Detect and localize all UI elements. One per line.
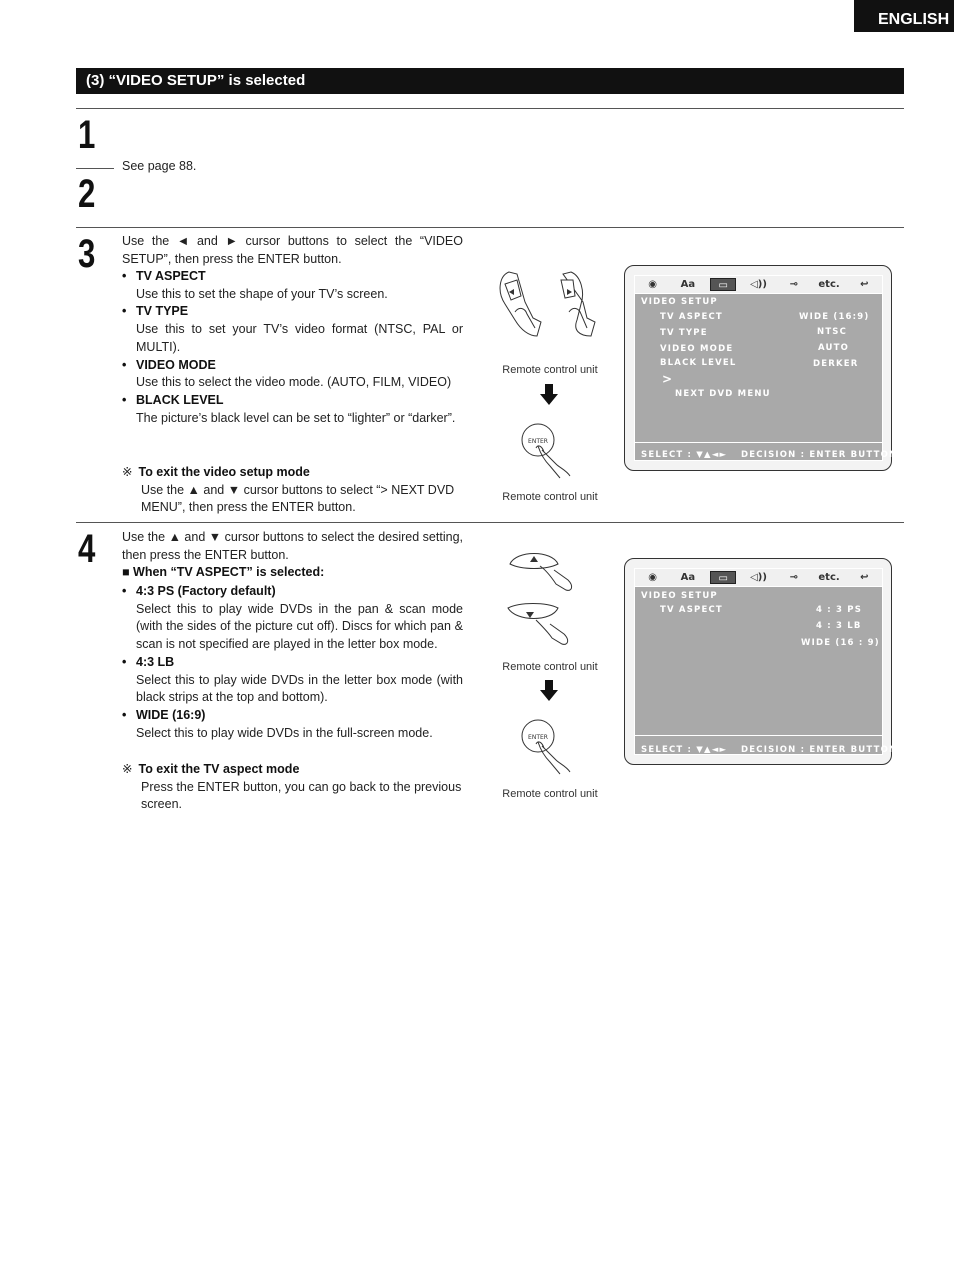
osd-display [634, 275, 898, 461]
bullet: • [122, 269, 127, 283]
caption-remote: Remote control unit [502, 491, 598, 503]
step-number-4: 4 [78, 527, 96, 571]
option-desc: Use this to select the video mode. (AUTO, FILM, VIDEO) [136, 375, 452, 390]
etc-icon: etc. [818, 572, 840, 583]
option-desc: The picture’s black level can be set to “lighter” or “darker”. [136, 410, 456, 425]
language-icon: Aa [680, 279, 696, 290]
disc-icon: ◉ [648, 572, 657, 583]
down-arrow-icon [540, 384, 558, 409]
return-icon: ↩ [860, 279, 869, 290]
note-mark: ※ [122, 465, 133, 479]
note-text: Press the ENTER button, you can go back to the previous screen. [141, 779, 462, 812]
note-title: To exit the video setup mode [138, 465, 310, 479]
osd-status-select: SELECT : ▼▲◄► [641, 450, 728, 460]
osd-cursor: > [662, 372, 674, 386]
option-item [122, 392, 463, 427]
step-number-1: 1 [78, 113, 96, 157]
option-desc: Select this to play wide DVDs in the full-screen mode. [136, 725, 433, 740]
bullet: • [122, 304, 127, 319]
option-item [122, 654, 463, 707]
osd-menu-icons [635, 569, 882, 587]
step-4-note [122, 761, 467, 814]
down-arrow-icon [540, 680, 558, 705]
osd-heading: VIDEO SETUP [641, 591, 718, 601]
return-icon: ↩ [860, 572, 869, 583]
svg-text:ENTER: ENTER [528, 734, 548, 741]
osd-next-menu: NEXT DVD MENU [675, 389, 771, 399]
osd-row-label: TV ASPECT [660, 312, 723, 322]
osd-status-decision: DECISION : ENTER BUTTON [741, 745, 898, 755]
video-icon: ▭ [710, 278, 736, 291]
step-2-text: See page 88. [122, 159, 197, 173]
osd-menu-icons [635, 276, 882, 294]
option-title: 4:3 LB [136, 654, 175, 669]
osd-status-select: SELECT : ▼▲◄► [641, 745, 728, 755]
option-title: WIDE (16:9) [136, 707, 206, 722]
enter-label-holder [516, 420, 560, 460]
speaker-icon: ◁)) [750, 572, 767, 583]
osd-display [634, 568, 898, 755]
bullet: • [122, 357, 127, 372]
divider [76, 522, 904, 523]
step-4-subhead: ■ When “TV ASPECT” is selected: [122, 565, 325, 579]
key-icon: ⊸ [789, 572, 798, 583]
step-4-options [122, 583, 463, 742]
option-item [122, 357, 463, 392]
step-number-3: 3 [78, 232, 96, 276]
divider-short [76, 168, 114, 169]
osd-status-divider [635, 735, 882, 736]
divider [76, 227, 904, 228]
bullet: • [122, 654, 127, 669]
osd-row-label: BLACK LEVEL [660, 358, 737, 368]
enter-button-hand-icon [516, 716, 576, 778]
key-icon: ⊸ [789, 279, 798, 290]
note-title: To exit the TV aspect mode [138, 762, 300, 776]
note-mark: ※ [122, 762, 133, 776]
caption-remote: Remote control unit [502, 661, 598, 673]
caption-remote: Remote control unit [502, 364, 598, 376]
divider [76, 108, 904, 109]
option-item [122, 583, 463, 654]
disc-icon: ◉ [648, 279, 657, 290]
step-number-2: 2 [78, 172, 96, 216]
option-title: TV TYPE [136, 304, 189, 319]
option-desc: Select this to play wide DVDs in the pan & scan mode (with the sides of the picture cut off). Discs for which pan & scan is not specified are played in the letter box mode. [136, 601, 463, 652]
option-desc: Use this to set your TV’s video format (NTSC, PAL or MULTI). [136, 322, 463, 354]
bullet: • [122, 392, 127, 407]
section-title: (3) “VIDEO SETUP” is selected [76, 68, 904, 94]
remote-left-right-buttons [495, 266, 605, 342]
step-3-note [122, 464, 467, 517]
option-title: 4:3 PS (Factory default) [136, 584, 276, 598]
note-text: Use the ▲ and ▼ cursor buttons to select “> NEXT DVD MENU”, then press the ENTER button. [141, 482, 455, 515]
osd-screen-video-setup [624, 265, 898, 471]
language-icon: Aa [680, 572, 696, 583]
osd-option: WIDE (16 : 9) [801, 638, 880, 648]
osd-screen-tv-aspect [624, 558, 898, 765]
caption-remote: Remote control unit [502, 788, 598, 800]
step-3-options [122, 268, 463, 427]
option-item [122, 707, 463, 742]
option-desc: Use this to set the shape of your TV’s screen. [136, 286, 388, 301]
osd-row-label: VIDEO MODE [660, 344, 734, 354]
option-desc: Select this to play wide DVDs in the letter box mode (with black strips at the top and bottom). [136, 672, 463, 705]
option-title: TV ASPECT [136, 269, 206, 283]
osd-row-value: WIDE (16:9) [799, 312, 870, 322]
etc-icon: etc. [818, 279, 840, 290]
speaker-icon: ◁)) [750, 279, 767, 290]
option-title: BLACK LEVEL [136, 392, 224, 407]
osd-heading: VIDEO SETUP [641, 297, 718, 307]
osd-option: 4 : 3 LB [816, 621, 862, 631]
remote-up-down-buttons [506, 548, 586, 650]
osd-option: 4 : 3 PS [816, 605, 863, 615]
language-tab: ENGLISH [854, 0, 954, 32]
osd-row-value: AUTO [818, 343, 850, 353]
option-item [122, 268, 463, 303]
video-icon: ▭ [710, 571, 736, 584]
osd-row-value: NTSC [817, 327, 848, 337]
step-4-intro: Use the ▲ and ▼ cursor buttons to select the desired setting, then press the ENTER button. [122, 530, 463, 562]
osd-status-decision: DECISION : ENTER BUTTON [741, 450, 898, 460]
osd-row-value: DERKER [813, 359, 859, 369]
option-title: VIDEO MODE [136, 357, 216, 372]
step-3-intro: Use the ◄ and ► cursor buttons to select the “VIDEO SETUP”, then press the ENTER button. [122, 234, 463, 266]
osd-status-divider [635, 442, 882, 443]
osd-row-label: TV ASPECT [660, 605, 723, 615]
bullet: • [122, 584, 127, 598]
option-item [122, 303, 463, 356]
svg-text:ENTER: ENTER [528, 438, 548, 445]
bullet: • [122, 707, 127, 722]
osd-row-label: TV TYPE [660, 328, 708, 338]
